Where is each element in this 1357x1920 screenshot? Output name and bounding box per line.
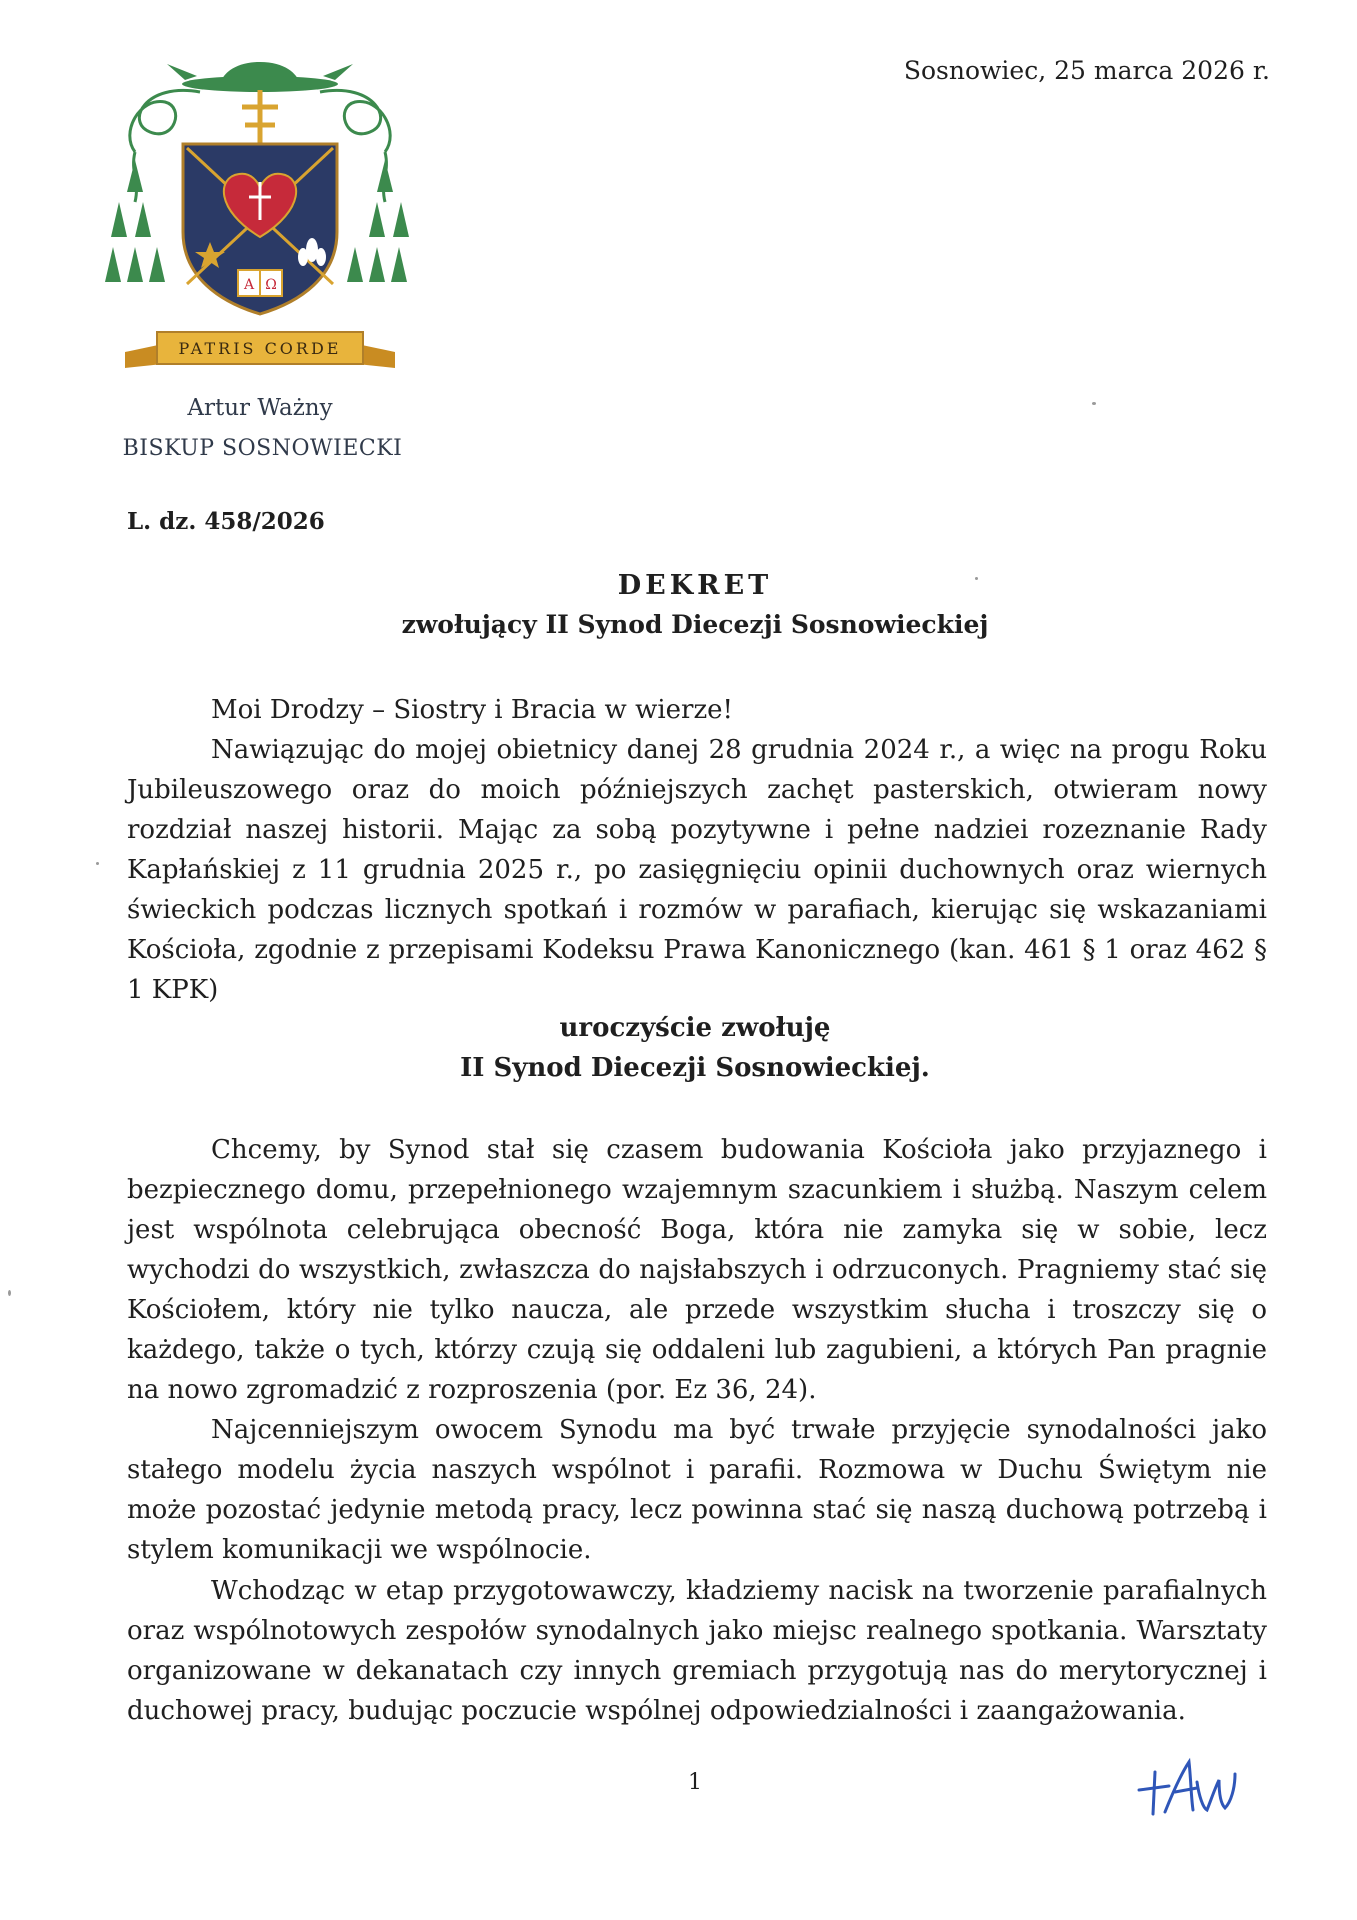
paragraph-3: Najcenniejszym owocem Synodu ma być trwałe przyjęcie synodalności jako stałego modelu życia naszych wspólnot i parafii. Rozmowa w Duchu Świętym nie może pozostać jedynie metodą pracy, lecz powinna stać się naszą duchową potrzebą i stylem komunikacji we wspólnocie. bbox=[127, 1415, 1267, 1565]
alpha-letter: Α bbox=[243, 277, 255, 293]
author-title: BISKUP SOSNOWIECKI bbox=[122, 436, 403, 461]
scan-speck bbox=[96, 862, 99, 865]
scan-speck bbox=[8, 1290, 11, 1296]
signature-icon bbox=[1135, 1752, 1245, 1822]
convocation-line-1: uroczyście zwołuję bbox=[559, 1013, 831, 1043]
convocation-line-2: II Synod Diecezji Sosnowieckiej. bbox=[460, 1053, 930, 1083]
decree-title: DEKRET bbox=[617, 570, 773, 601]
reference-number: L. dz. 458/2026 bbox=[127, 508, 325, 535]
convocation-statement bbox=[0, 1008, 1357, 1088]
paragraph-4: Wchodząc w etap przygotowawczy, kładziemy nacisk na tworzenie parafialnych oraz wspólnotowych zespołów synodalnych jako miejsc realnego spotkania. Warsztaty organizowane w dekanatach czy innych gremiach przygotują nas do merytorycznej i duchowej pracy, budując poczucie wspólnej odpowiedzialności i zaangażowania. bbox=[127, 1576, 1267, 1726]
greeting: Moi Drodzy – Siostry i Bracia w wierze! bbox=[211, 695, 733, 725]
coat-of-arms-icon bbox=[105, 52, 415, 382]
author-name: Artur Ważny bbox=[187, 395, 333, 421]
paragraph-2: Chcemy, by Synod stał się czasem budowania Kościoła jako przyjaznego i bezpiecznego domu, przepełnionego wzajemnym szacunkiem i służbą. Naszym celem jest wspólnota celebrująca obecność Boga, która nie zamyka się w sobie, lecz wychodzi do wszystkich, zwłaszcza do najsłabszych i odrzuconych. Pragniemy stać się Kościołem, który nie tylko naucza, ale przede wszystkim słucha i troszczy się o każdego, także o tych, którzy czują się oddaleni lub zagubieni, a których Pan pragnie na nowo zgromadzić z rozproszenia (por. Ez 36, 24). bbox=[127, 1135, 1267, 1405]
paragraph-1: Nawiązując do mojej obietnicy danej 28 grudnia 2024 r., a więc na progu Roku Jubileuszowego oraz do moich późniejszych zachęt pasterskich, otwieram nowy rozdział naszej historii. Mając za sobą pozytywne i pełne nadziei rozeznanie Rady Kapłańskiej z 11 grudnia 2025 r., po zasięgnięciu opinii duchownych oraz wiernych świeckich podczas licznych spotkań i rozmów w parafiach, kierując się wskazaniami Kościoła, zgodnie z przepisami Kodeksu Prawa Kanonicznego (kan. 461 § 1 oraz 462 § 1 KPK) bbox=[127, 735, 1267, 1005]
document-date: Sosnowiec, 25 marca 2026 r. bbox=[903, 56, 1270, 85]
scan-speck bbox=[1092, 402, 1096, 405]
scan-speck bbox=[975, 577, 978, 580]
decree-subtitle: zwołujący II Synod Diecezji Sosnowieckiej bbox=[401, 610, 989, 639]
page-number: 1 bbox=[688, 1770, 702, 1795]
omega-letter: Ω bbox=[265, 277, 277, 293]
motto-text: PATRIS CORDE bbox=[178, 339, 342, 358]
